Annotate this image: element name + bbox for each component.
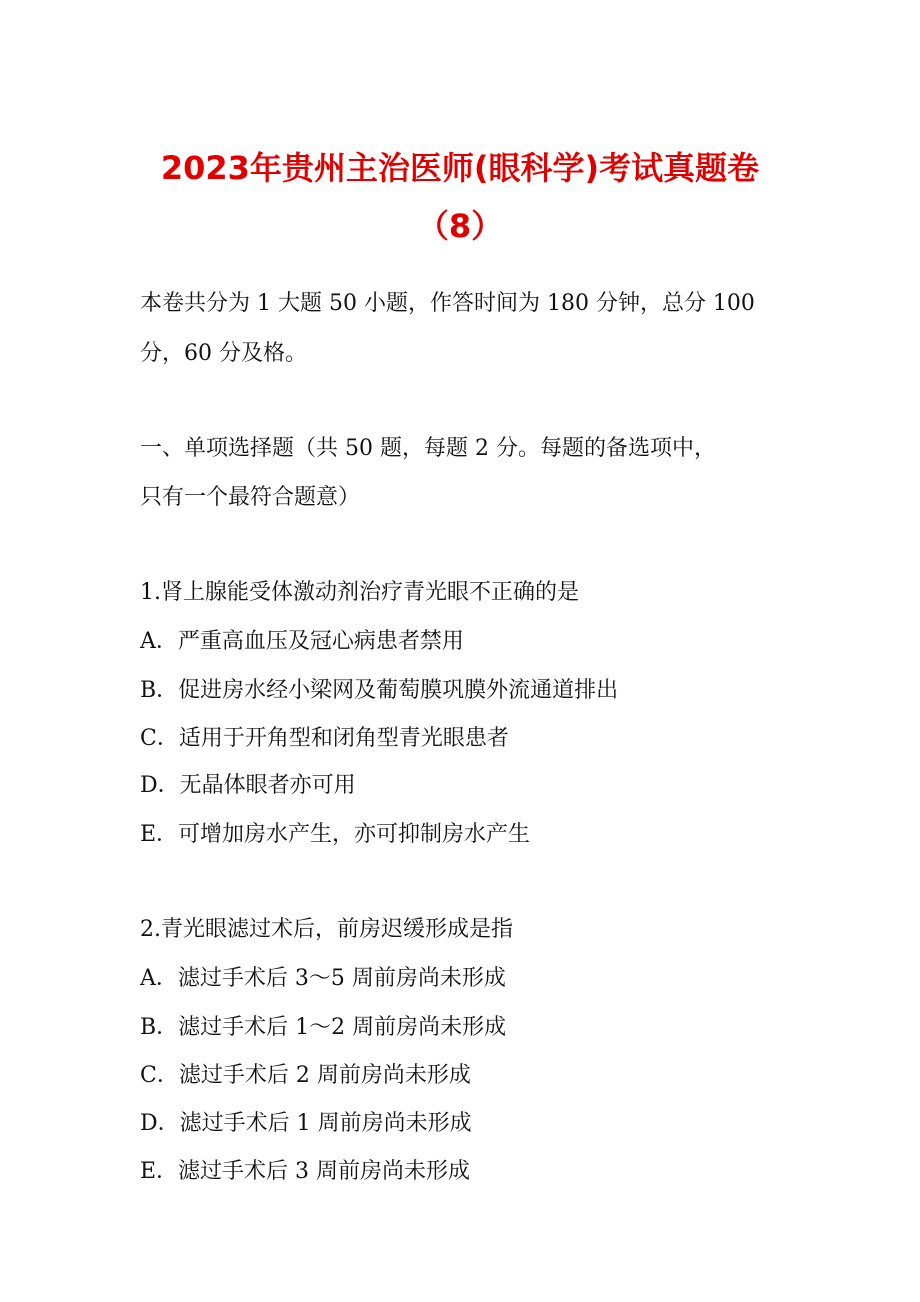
document-title: 2023年贵州主治医师(眼科学)考试真题卷 [160, 149, 760, 187]
document-title-number: （8） [416, 207, 504, 245]
exam-intro-line-2: 分，60 分及格。 [140, 341, 307, 366]
question-2-option-e: E．滤过手术后 3 周前房尚未形成 [140, 1159, 471, 1184]
question-1-stem: 1.肾上腺能受体激动剂治疗青光眼不正确的是 [140, 580, 579, 605]
question-1-option-c: C．适用于开角型和闭角型青光眼患者 [140, 726, 509, 751]
section-heading-line-1: 一、单项选择题（共 50 题，每题 2 分。每题的备选项中， [140, 436, 716, 461]
question-1-option-d: D．无晶体眼者亦可用 [140, 773, 356, 798]
exam-intro-line-1: 本卷共分为 1 大题 50 小题，作答时间为 180 分钟，总分 100 [140, 291, 755, 316]
question-2-option-a: A．滤过手术后 3～5 周前房尚未形成 [140, 966, 506, 991]
question-1-option-a: A．严重高血压及冠心病患者禁用 [140, 629, 464, 654]
question-1-option-e: E．可增加房水产生，亦可抑制房水产生 [140, 822, 531, 847]
question-2-option-d: D．滤过手术后 1 周前房尚未形成 [140, 1111, 472, 1136]
question-2-option-b: B．滤过手术后 1～2 周前房尚未形成 [140, 1015, 507, 1040]
question-2-option-c: C．滤过手术后 2 周前房尚未形成 [140, 1063, 471, 1088]
question-1-option-b: B．促进房水经小梁网及葡萄膜巩膜外流通道排出 [140, 678, 619, 703]
question-2-stem: 2.青光眼滤过术后，前房迟缓形成是指 [140, 917, 513, 942]
section-heading-line-2: 只有一个最符合题意） [140, 485, 361, 510]
